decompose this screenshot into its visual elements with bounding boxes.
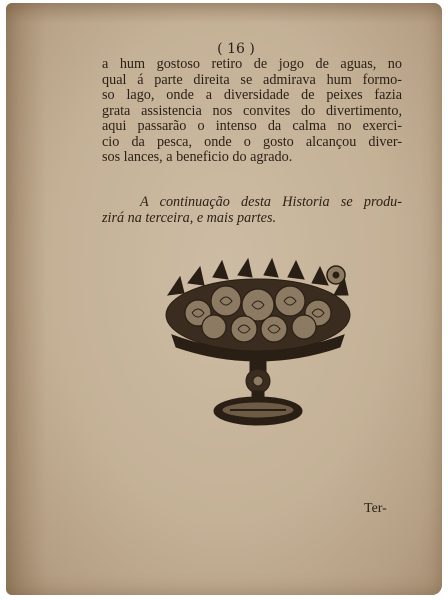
note-line: zirá na terceira, e mais partes. (102, 210, 277, 226)
text-line: aqui passarão o intenso da calma no exerci- (102, 118, 402, 134)
text-line: sos lances, a beneficio do agrado. (102, 149, 293, 165)
paper-edge-stain (6, 3, 46, 595)
catchword: Ter- (364, 501, 387, 516)
flower-basket-ornament-icon (158, 255, 358, 427)
text-line: a hum gostoso retiro de jogo de aguas, no (102, 56, 402, 72)
page-number: ( 16 ) (217, 41, 255, 57)
note-line: A continuação desta Historia se produ- (140, 194, 402, 210)
book-page (6, 3, 442, 595)
text-line: qual á parte direita se admirava hum formo- (102, 71, 402, 88)
continuation-note (102, 194, 402, 226)
text-line: grata assistencia nos convites do divertimento, (102, 102, 402, 119)
paper-top-stain (6, 3, 442, 23)
body-text (102, 57, 402, 166)
text-line: so lago, onde a diversidade de peixes fazia (102, 87, 402, 103)
text-line: cio da pesca, onde o gosto alcançou diver- (102, 133, 402, 150)
